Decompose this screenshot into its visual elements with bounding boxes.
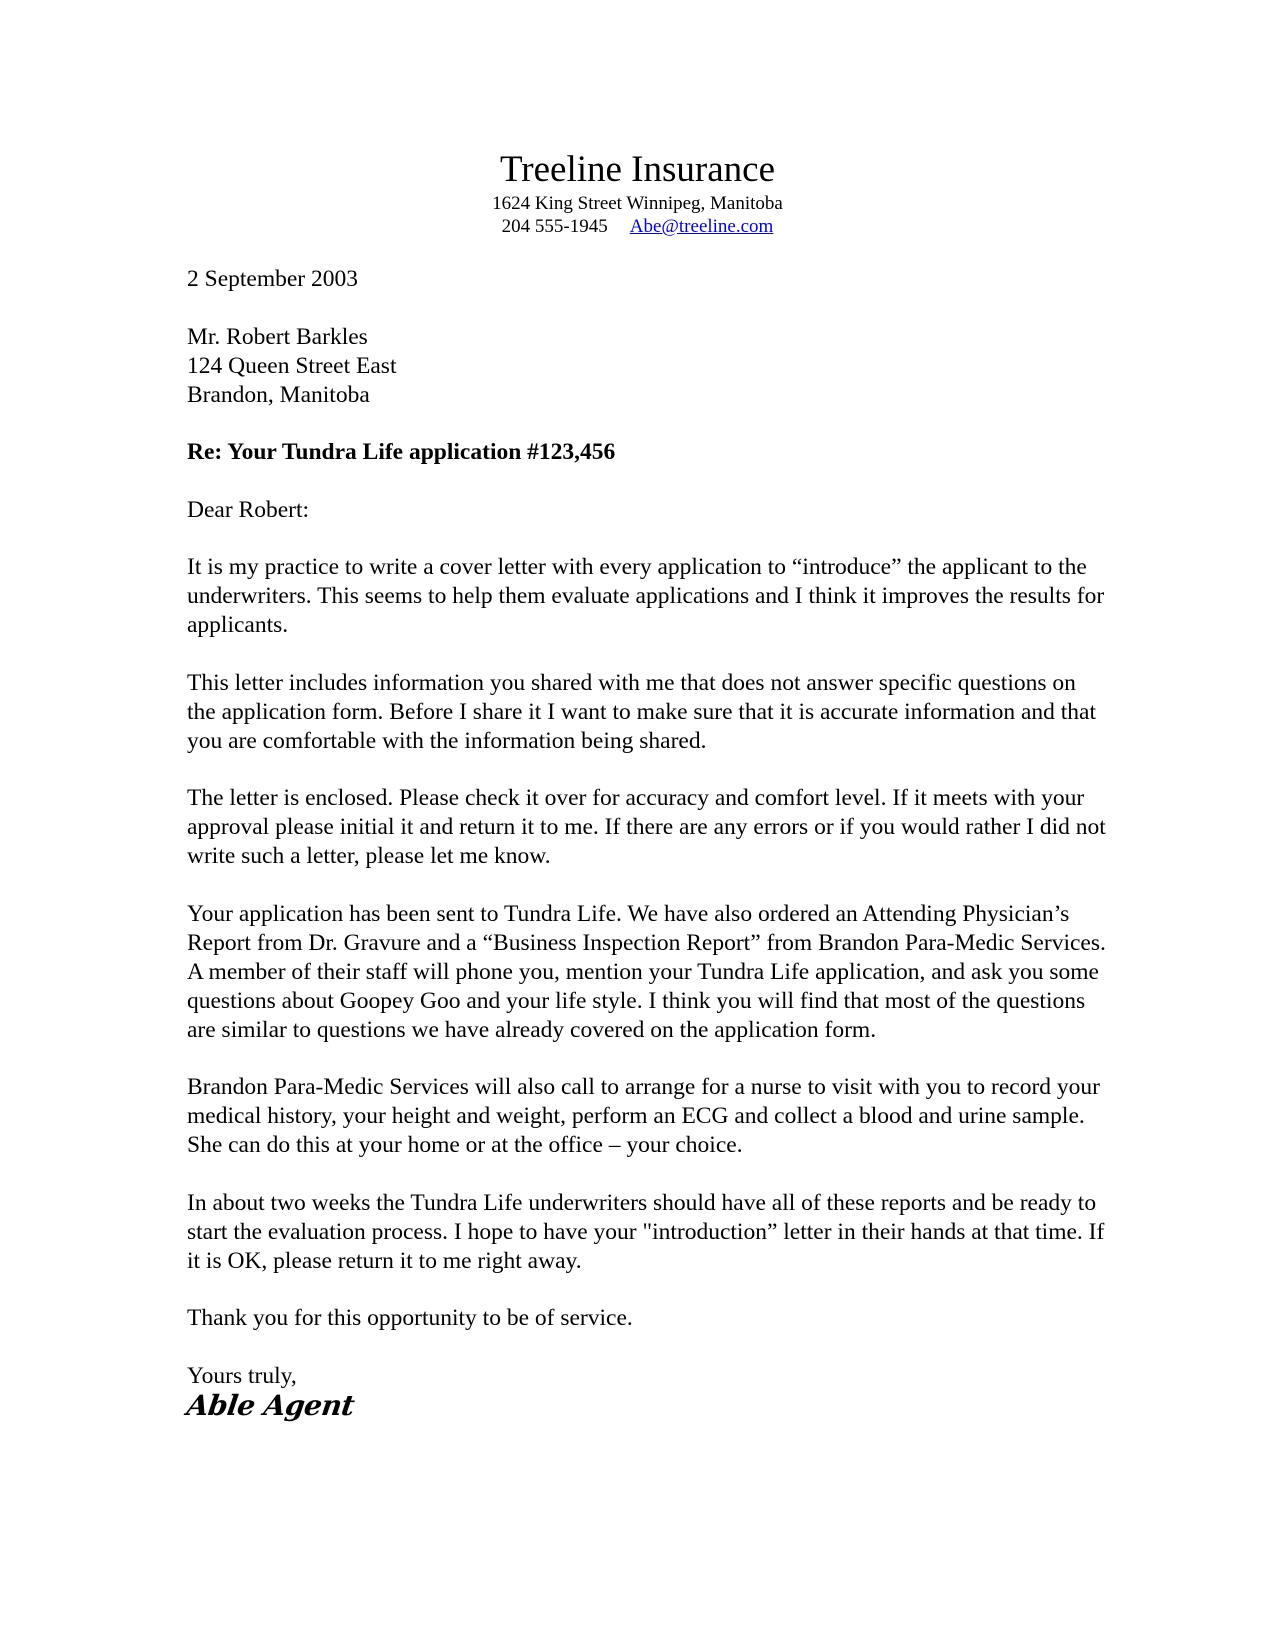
letterhead <box>0 148 1275 238</box>
paragraph: Brandon Para-Medic Services will also call to arrange for a nurse to visit with you to record your medical history, your height and weight, perform an ECG and collect a blood and urine sample. She can do this at your home or at the office – your choice. <box>187 1074 1100 1158</box>
closing: Yours truly, <box>187 1362 297 1389</box>
paragraph: Thank you for this opportunity to be of service. <box>187 1305 633 1331</box>
paragraph: The letter is enclosed. Please check it over for accuracy and comfort level. If it meets with your approval please initial it and return it to me. If there are any errors or if you would rather I did not write such a letter, please let me know. <box>187 785 1106 869</box>
paragraph: In about two weeks the Tundra Life underwriters should have all of these reports and be ready to start the evaluation process. I hope to have your "introduction” letter in their hands at that time. If it is OK, please return it to me right away. <box>187 1189 1105 1274</box>
company-contact <box>0 215 1275 238</box>
recipient-address <box>187 323 1107 410</box>
company-phone: 204 555-1945 <box>501 216 608 237</box>
recipient-name: Mr. Robert Barkles <box>187 323 368 350</box>
company-name: Treeline Insurance <box>499 149 775 190</box>
signature: Able Agent <box>184 1388 357 1422</box>
letter-date: 2 September 2003 <box>187 266 358 292</box>
recipient-street: 124 Queen Street East <box>187 352 397 379</box>
company-email-link[interactable]: Abe@treeline.com <box>629 216 774 237</box>
paragraph: It is my practice to write a cover letter with every application to “introduce” the applicant to the underwriters. This seems to help them evaluate applications and I think it improves the results for applicants. <box>187 554 1105 638</box>
letter-body <box>184 265 1107 1422</box>
subject-line: Re: Your Tundra Life application #123,456 <box>187 439 616 465</box>
salutation: Dear Robert: <box>187 496 310 523</box>
recipient-city: Brandon, Manitoba <box>187 381 370 408</box>
paragraph: Your application has been sent to Tundra Life. We have also ordered an Attending Physician’s Report from Dr. Gravure and a “Business Inspection Report” from Brandon Para-Medic Services. A member of their staff will phone you, mention your Tundra Life application, and ask you some questions about Goopey Goo and your life style. I think you will find that most of the questions are similar to questions we have already covered on the application form. <box>187 900 1106 1043</box>
paragraph: This letter includes information you shared with me that does not answer specific questions on the application form. Before I share it I want to make sure that it is accurate information and that you are comfortable with the information being shared. <box>187 669 1096 754</box>
company-address: 1624 King Street Winnipeg, Manitoba <box>492 193 783 214</box>
